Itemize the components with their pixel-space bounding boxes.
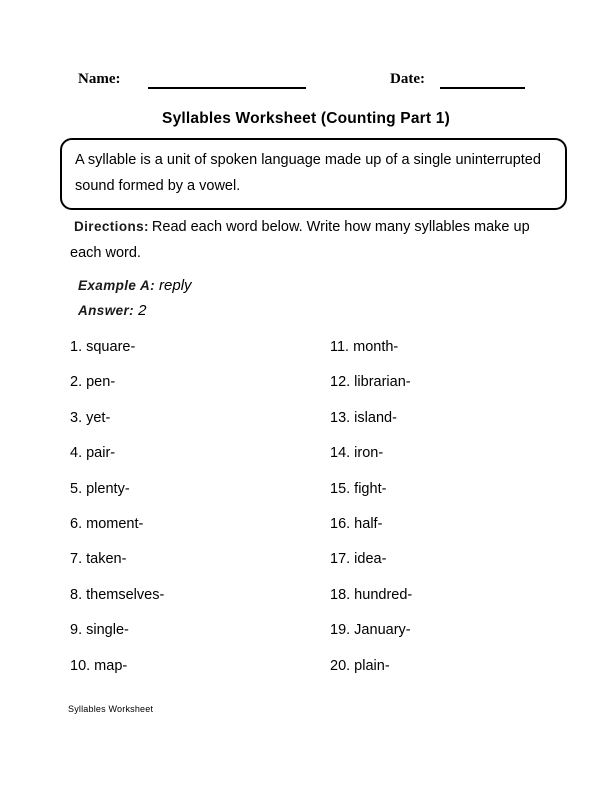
- date-label: Date:: [390, 71, 425, 87]
- example-word: reply: [159, 277, 192, 294]
- date-blank-line: [440, 87, 525, 89]
- answer-label: Answer:: [78, 303, 135, 318]
- worksheet-title: Syllables Worksheet (Counting Part 1): [162, 110, 450, 127]
- word-item: 2. pen-: [70, 374, 116, 391]
- example-label: Example A:: [78, 278, 156, 293]
- directions-text: Read each word below. Write how many syllables make up each word.: [70, 219, 530, 261]
- word-item: 16. half-: [330, 515, 383, 532]
- word-item: 5. plenty-: [70, 480, 130, 497]
- word-item: 3. yet-: [70, 409, 111, 426]
- word-list-right: [330, 330, 580, 684]
- word-item: 10. map-: [70, 657, 128, 674]
- definition-text: A syllable is a unit of spoken language made up of a single uninterrupted sound formed by a vowel.: [75, 152, 541, 194]
- answer-value: 2: [138, 302, 147, 319]
- word-item: 4. pair-: [70, 445, 116, 462]
- word-item: 1. square-: [70, 339, 136, 355]
- word-item: 8. themselves-: [70, 586, 165, 603]
- footer-label: Syllables Worksheet: [68, 704, 154, 714]
- word-item: 6. moment-: [70, 515, 144, 532]
- word-item: 12. librarian-: [330, 374, 411, 391]
- answer-row: [78, 302, 146, 320]
- word-item: 14. iron-: [330, 445, 384, 462]
- word-item: 15. fight-: [330, 480, 387, 497]
- word-item: 17. idea-: [330, 551, 387, 568]
- word-item: 7. taken-: [70, 551, 127, 568]
- word-item: 13. island-: [330, 409, 397, 426]
- word-list-left: [70, 330, 320, 684]
- name-blank-line: [148, 87, 306, 89]
- directions-label: Directions:: [74, 219, 149, 234]
- word-item: 18. hundred-: [330, 586, 413, 603]
- word-item: 20. plain-: [330, 657, 390, 674]
- definition-box: [60, 138, 567, 210]
- word-item: 19. January-: [330, 622, 411, 639]
- directions: [70, 214, 550, 266]
- name-label: Name:: [78, 71, 121, 87]
- word-item: 11. month-: [330, 339, 399, 355]
- example-row: [78, 277, 192, 295]
- word-item: 9. single-: [70, 622, 129, 639]
